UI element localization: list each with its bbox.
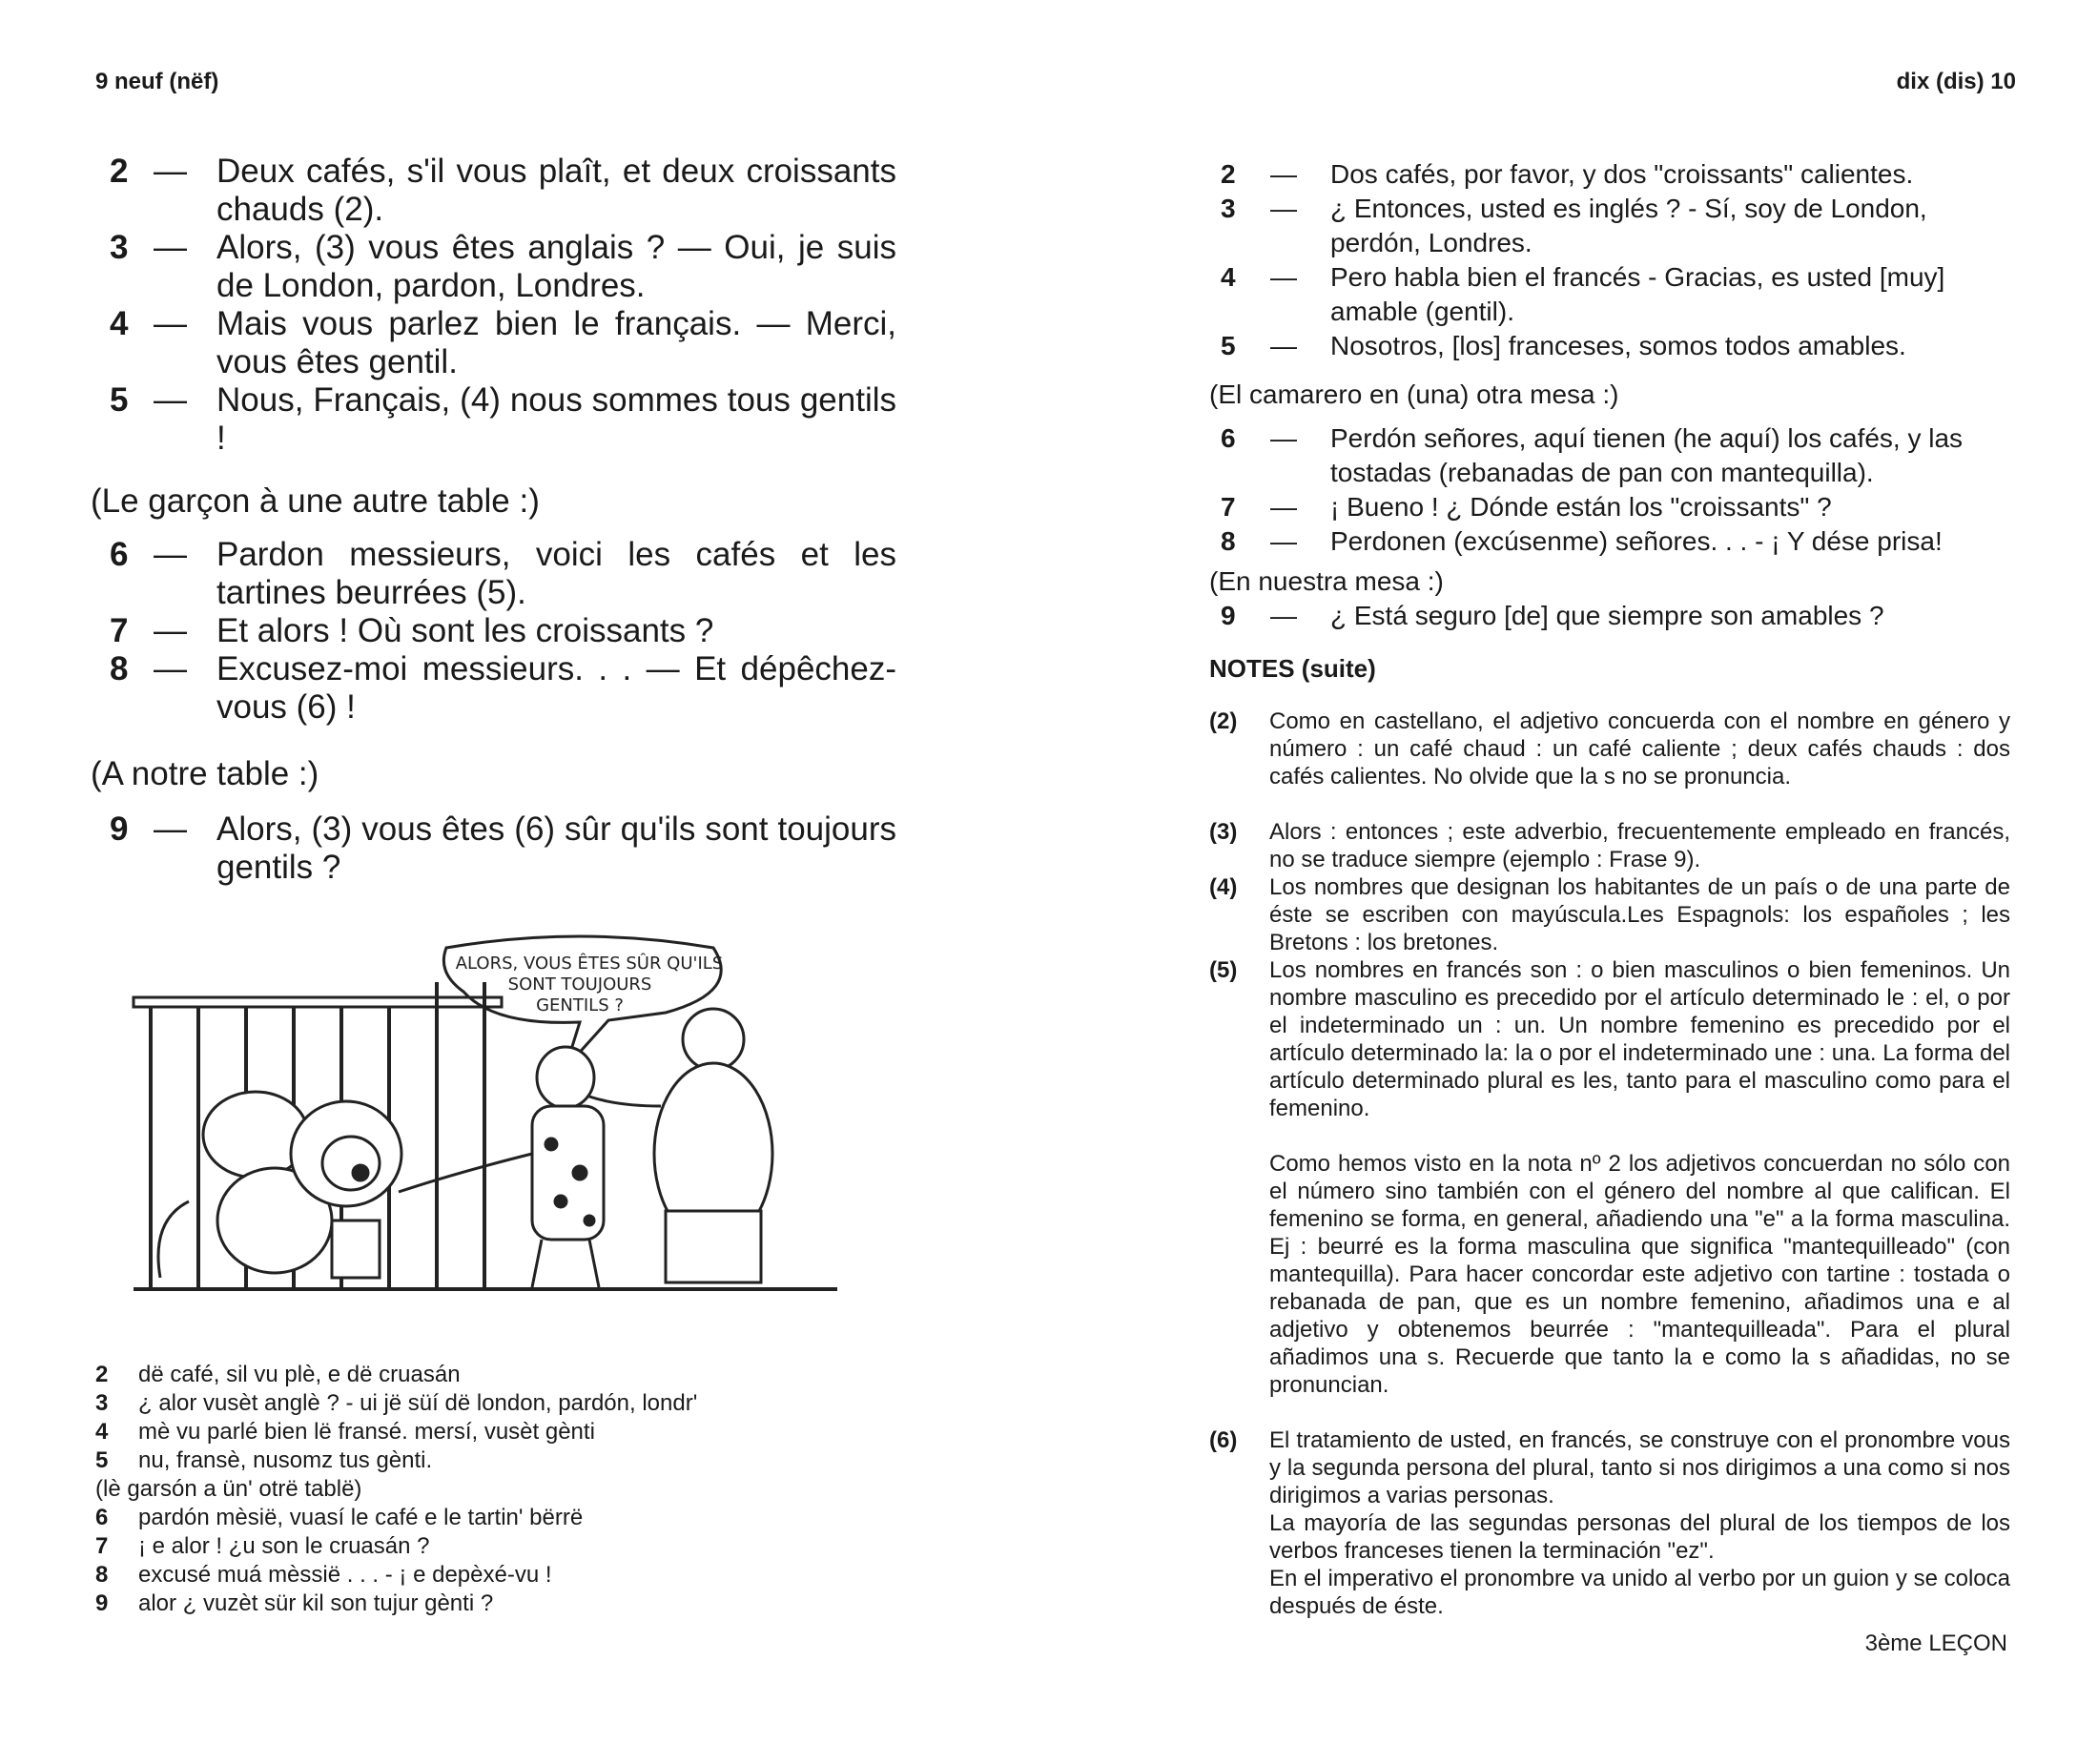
spanish-line <box>1211 599 2012 633</box>
line-number: 9 <box>110 810 129 848</box>
note-text: Alors : entonces ; este adverbio, frecuentemente empleado en francés, no se traduce siempre (ejemplo : Frase 9). <box>1269 819 2010 872</box>
spanish-line <box>1211 329 2012 363</box>
french-line <box>91 305 896 381</box>
line-dash: — <box>1270 262 1297 292</box>
line-number: 3 <box>110 229 129 266</box>
note-item <box>1209 1509 2010 1565</box>
spanish-dialogue-block-2 <box>1211 421 2012 559</box>
note-text: Los nombres que designan los habitantes de un país o de una parte de éste se escriben con mayúscula.Les Espagnols: los españoles ; les Bretons : los bretones. <box>1269 874 2010 955</box>
note-item <box>1209 1426 2010 1509</box>
french-dialogue-block-1 <box>91 153 896 458</box>
line-number: 7 <box>110 612 129 649</box>
line-dash: — <box>154 305 187 342</box>
bubble-text-3: GENTILS ? <box>536 995 624 1015</box>
line-number: 2 <box>1221 159 1236 189</box>
pronunciation-list <box>95 1361 858 1618</box>
line-dash: — <box>1270 194 1297 223</box>
note-text: Como en castellano, el adjetivo concuerda con el nombre en género y número : un café chaud : un café caliente ; deux cafés chauds : dos cafés calientes. No olvide que la s no se pronuncia. <box>1269 708 2010 790</box>
notes-title: NOTES (suite) <box>1209 654 1376 683</box>
line-dash: — <box>1270 526 1297 556</box>
pron-line: 8 excusé muá mèssië . . . - ¡ e depèxé-vu ! <box>95 1562 552 1588</box>
lesson-footer: 3ème LEÇON <box>1864 1631 2007 1656</box>
line-text: Perdonen (excúsenme) señores. . . - ¡ Y dése prisa! <box>1330 526 1943 556</box>
line-text: Et alors ! Où sont les croissants ? <box>216 612 714 649</box>
line-dash: — <box>1270 492 1297 522</box>
line-text: ¿ Entonces, usted es inglés ? - Sí, soy de London, perdón, Londres. <box>1330 194 1927 257</box>
spanish-dialogue-block-1 <box>1211 157 2012 363</box>
line-text: Nous, Français, (4) nous sommes tous gentils ! <box>216 381 896 457</box>
line-number: 3 <box>1221 194 1236 223</box>
right-page-number: dix (dis) 10 <box>1896 69 2016 94</box>
spanish-dialogue-block-3 <box>1211 599 2012 633</box>
note-number: (2) <box>1209 708 1238 734</box>
line-text: Perdón señores, aquí tienen (he aquí) los cafés, y las tostadas (rebanadas de pan con mantequilla). <box>1330 423 1964 487</box>
french-line <box>91 153 896 229</box>
tamer-figure <box>399 1047 604 1287</box>
note-number: (3) <box>1209 819 1238 845</box>
left-page-number: 9 neuf (nëf) <box>95 69 219 94</box>
line-dash: — <box>154 612 187 649</box>
line-text: Dos cafés, por favor, y dos "croissants" calientes. <box>1330 159 1914 189</box>
note-item <box>1209 1150 2010 1426</box>
line-text: ¡ Bueno ! ¿ Dónde están los "croissants" ? <box>1330 492 1832 522</box>
line-number: 6 <box>110 536 129 573</box>
line-text: Excusez-moi messieurs. . . — Et dépêchez-vous (6) ! <box>216 650 896 726</box>
note-text: Los nombres en francés son : o bien masculinos o bien femeninos. Un nombre masculino es precedido por el artículo determinado le : el, o por el indeterminado un : un. Un nombre femenino es precedido por el artículo determinado la: la o por el indeterminado une : una. La forma del artículo determinado plural es les, tanto para el masculino como para el femenino. <box>1269 957 2010 1121</box>
french-line <box>91 381 896 458</box>
line-number: 5 <box>1221 331 1236 360</box>
pron-line: 6 pardón mèsië, vuasí le café e le tartin' bërrë <box>95 1505 584 1530</box>
spanish-line <box>1211 157 2012 192</box>
french-dialogue-block-3 <box>91 810 896 887</box>
pron-line: 3 ¿ alor vusèt anglè ? - ui jë süí dë london, pardón, londr' <box>95 1390 698 1416</box>
note-number: (5) <box>1209 957 1238 983</box>
french-dialogue-block-2 <box>91 536 896 727</box>
line-number: 5 <box>110 381 129 419</box>
stage-direction: (Le garçon à une autre table :) <box>91 482 540 520</box>
line-number: 8 <box>1221 526 1236 556</box>
line-dash: — <box>1270 423 1297 453</box>
line-number: 4 <box>110 305 129 342</box>
line-number: 4 <box>1221 262 1236 292</box>
note-text: Como hemos visto en la nota nº 2 los adjetivos concuerdan no sólo con el número sino también con el género del nombre al que califican. El femenino se forma, en general, añadiendo una "e" a la forma masculina. Ej : beurré es la forma masculina que significa "mantequilleado" (con mantequilla). Para hacer concordar este adjetivo con tartine : tostada o rebanada de pan, que es un nombre femenino, añadimos una e al adjetivo y obtenemos beurrée : "mantequilleada". Para el plural añadimos una s. Recuerde que tanto la e como la s añadidas, no se pronuncian. <box>1269 1151 2010 1398</box>
bubble-text-1: ALORS, VOUS ÊTES SÛR QU'ILS <box>455 954 724 974</box>
note-item <box>1209 708 2010 818</box>
cartoon-illustration <box>132 934 849 1323</box>
line-dash: — <box>1270 331 1297 360</box>
spanish-line <box>1211 192 2012 260</box>
french-line <box>91 612 896 650</box>
line-text: Mais vous parlez bien le français. — Merci, vous êtes gentil. <box>216 305 896 380</box>
stage-direction: (A notre table :) <box>91 755 319 792</box>
note-text: La mayoría de las segundas personas del plural de los tiempos de los verbos franceses tienen la terminación "ez". <box>1269 1510 2010 1564</box>
french-line <box>91 650 896 727</box>
notes-list <box>1209 708 2010 1620</box>
line-dash: — <box>154 650 187 687</box>
spanish-line <box>1211 490 2012 524</box>
pron-line: 7 ¡ e alor ! ¿u son le cruasán ? <box>95 1533 430 1559</box>
pron-line: 4 mè vu parlé bien lë fransé. mersí, vusèt gènti <box>95 1419 595 1445</box>
line-text: Nosotros, [los] franceses, somos todos amables. <box>1330 331 1906 360</box>
line-dash: — <box>154 536 187 573</box>
note-item <box>1209 1565 2010 1620</box>
line-text: Pardon messieurs, voici les cafés et les tartines beurrées (5). <box>216 536 896 611</box>
line-dash: — <box>1270 159 1297 189</box>
line-text: Pero habla bien el francés - Gracias, es usted [muy] amable (gentil). <box>1330 262 1945 326</box>
french-line <box>91 229 896 305</box>
french-line <box>91 810 896 887</box>
bubble-text-2: SONT TOUJOURS <box>507 974 652 995</box>
pron-line: 2 dë café, sil vu plè, e dë cruasán <box>95 1362 461 1387</box>
note-item <box>1209 818 2010 873</box>
note-number: (4) <box>1209 874 1238 900</box>
lion-figures <box>158 1092 401 1278</box>
pron-line: 9 alor ¿ vuzèt sür kil son tujur gènti ? <box>95 1590 494 1616</box>
line-dash: — <box>154 229 187 266</box>
stage-direction: (En nuestra mesa :) <box>1209 566 1444 596</box>
note-item <box>1209 873 2010 956</box>
line-dash: — <box>154 381 187 419</box>
line-text: ¿ Está seguro [de] que siempre son amables ? <box>1330 601 1884 630</box>
line-dash: — <box>154 153 187 190</box>
note-text: En el imperativo el pronombre va unido al verbo por un guion y se coloca después de éste. <box>1269 1566 2010 1619</box>
line-number: 8 <box>110 650 129 687</box>
line-text: Deux cafés, s'il vous plaît, et deux croissants chauds (2). <box>216 153 896 228</box>
spanish-line <box>1211 260 2012 329</box>
french-line <box>91 536 896 612</box>
line-dash: — <box>1270 601 1297 630</box>
strongman-figure <box>589 1009 772 1282</box>
line-number: 9 <box>1221 601 1236 630</box>
note-text: El tratamiento de usted, en francés, se construye con el pronombre vous y la segunda persona del plural, tanto si nos dirigimos a una como si nos dirigimos a varias personas. <box>1269 1427 2010 1508</box>
line-dash: — <box>154 810 187 848</box>
line-text: Alors, (3) vous êtes anglais ? — Oui, je suis de London, pardon, Londres. <box>216 229 896 304</box>
note-item <box>1209 956 2010 1150</box>
spanish-line <box>1211 524 2012 559</box>
pron-line: (lè garsón a ün' otrë tablë) <box>95 1476 362 1502</box>
stage-direction: (El camarero en (una) otra mesa :) <box>1209 379 1619 409</box>
spanish-line <box>1211 421 2012 490</box>
line-text: Alors, (3) vous êtes (6) sûr qu'ils sont toujours gentils ? <box>216 810 896 886</box>
pron-line: 5 nu, fransè, nusomz tus gènti. <box>95 1447 433 1473</box>
line-number: 7 <box>1221 492 1236 522</box>
line-number: 2 <box>110 153 129 190</box>
note-number: (6) <box>1209 1427 1238 1453</box>
line-number: 6 <box>1221 423 1236 453</box>
